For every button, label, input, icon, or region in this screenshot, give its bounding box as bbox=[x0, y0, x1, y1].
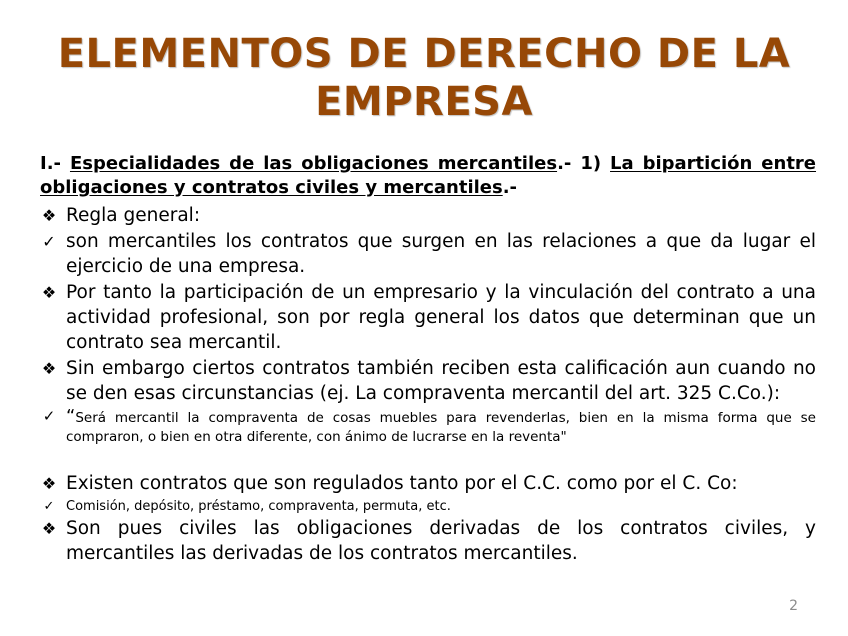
heading-suffix: .- bbox=[502, 177, 518, 198]
bullet-item bbox=[40, 356, 816, 406]
bullet-text: Regla general: bbox=[66, 205, 201, 226]
diamond-bullet-icon: ❖ bbox=[41, 283, 57, 302]
bullet-item bbox=[40, 280, 816, 355]
heading-sep: .- 1) bbox=[557, 153, 611, 174]
bullet-text: Existen contratos que son regulados tanto por el C.C. como por el C. Co: bbox=[66, 473, 738, 494]
diamond-bullet-icon: ❖ bbox=[41, 474, 57, 493]
diamond-bullet-icon: ❖ bbox=[41, 206, 57, 225]
page-number: 2 bbox=[789, 598, 798, 614]
diamond-bullet-icon: ❖ bbox=[41, 519, 57, 538]
bullet-item bbox=[40, 516, 816, 566]
spacer bbox=[40, 447, 816, 471]
bullet-item bbox=[40, 471, 816, 496]
bullet-text: son mercantiles los contratos que surgen en las relaciones a que da lugar el ejercicio de una empresa. bbox=[66, 231, 816, 277]
quote-open-mark: “ bbox=[66, 406, 76, 427]
bullet-text: Sin embargo ciertos contratos también reciben esta calificación aun cuando no se den esas circunstancias (ej. La compraventa mercantil del art. 325 C.Co.): bbox=[66, 358, 816, 404]
check-bullet-icon: ✓ bbox=[43, 499, 55, 514]
bullet-text: Será mercantil la compraventa de cosas muebles para revenderlas, bien en la misma forma que se compraron, o bien en otra diferente, con ánimo de lucrarse en la reventa" bbox=[66, 410, 816, 445]
section-heading bbox=[40, 152, 816, 200]
bullet-item bbox=[40, 407, 816, 447]
bullet-text: Por tanto la participación de un empresario y la vinculación del contrato a una actividad profesional, son por regla general los datos que determinan que un contrato sea mercantil. bbox=[66, 282, 816, 353]
bullet-item bbox=[40, 497, 816, 516]
bullet-item bbox=[40, 229, 816, 279]
heading-part2: La bipartición entre obligaciones y contratos civiles y mercantiles bbox=[40, 153, 817, 198]
check-bullet-icon: ✓ bbox=[42, 232, 56, 251]
bullet-text: Son pues civiles las obligaciones derivadas de los contratos civiles, y mercantiles las derivadas de los contratos mercantiles. bbox=[66, 518, 816, 564]
slide-title: ELEMENTOS DE DERECHO DE LA EMPRESA bbox=[57, 31, 791, 125]
bullet-text: Comisión, depósito, préstamo, compraventa, permuta, etc. bbox=[66, 499, 451, 514]
diamond-bullet-icon: ❖ bbox=[41, 359, 57, 378]
slide-content bbox=[40, 152, 816, 567]
heading-prefix: I.- bbox=[40, 153, 70, 174]
heading-part1: Especialidades de las obligaciones mercantiles bbox=[69, 153, 558, 174]
bullet-item bbox=[40, 203, 816, 228]
check-bullet-icon: ✓ bbox=[42, 407, 56, 425]
